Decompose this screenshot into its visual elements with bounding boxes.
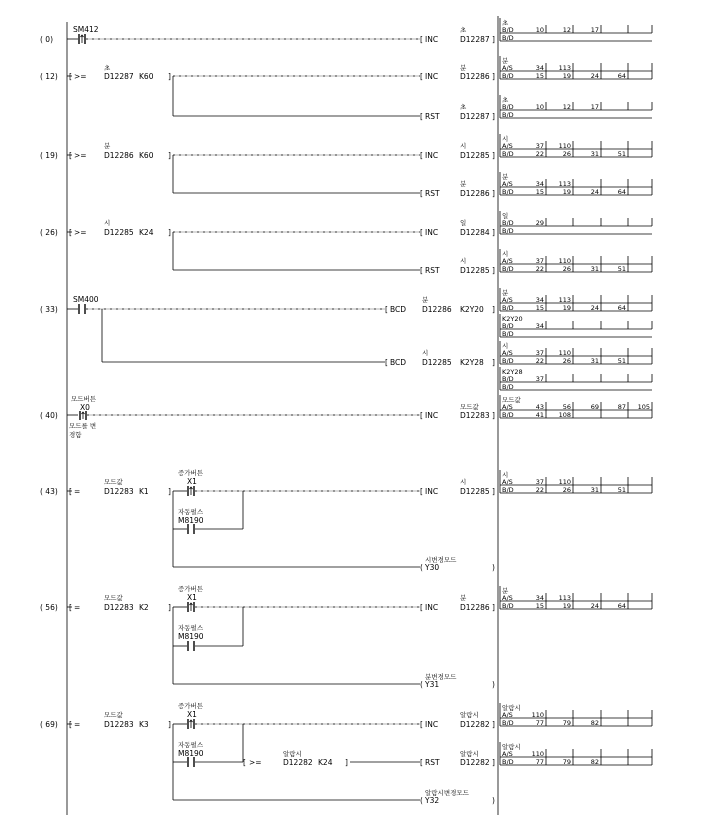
compare-op: >= (74, 151, 87, 160)
monitor-row-label: B/D (502, 304, 514, 312)
instr-inc: INC (425, 487, 439, 496)
svg-text:[: [ (385, 358, 388, 367)
svg-text:): ) (492, 680, 495, 689)
monitor-value: 69 (590, 403, 599, 411)
device-label: M8190 (178, 516, 204, 525)
svg-text:[: [ (420, 603, 423, 612)
device-label: X1 (187, 477, 197, 486)
contact-note: 모드를 변 (69, 422, 97, 430)
monitor-value: 56 (562, 403, 571, 411)
svg-text:[: [ (420, 112, 423, 121)
device-comment: 증가버튼 (178, 702, 204, 710)
monitor-row-label: A/S (502, 403, 513, 411)
device-comment: 시 (460, 257, 467, 265)
monitor-title: K2Y20 (502, 315, 523, 323)
constant-label: K24 (139, 228, 154, 237)
compare-op: >= (74, 228, 87, 237)
device-comment: 초 (460, 103, 467, 111)
monitor-value: 87 (617, 403, 626, 411)
device-label: D12287 (104, 72, 134, 81)
monitor-row-label: B/D (502, 357, 514, 365)
monitor-value: 51 (617, 265, 626, 273)
device-comment: 모드버튼 (71, 395, 97, 403)
monitor-row-label: B/D (502, 486, 514, 494)
svg-text:]: ] (492, 411, 495, 420)
svg-text:): ) (492, 563, 495, 572)
constant-label: K60 (139, 72, 154, 81)
device-label: D12285 (460, 151, 490, 160)
monitor-title: 초 (502, 19, 509, 27)
monitor-value: 82 (590, 719, 599, 727)
coil-bracket: ( (420, 680, 423, 689)
monitor-value: 34 (535, 322, 544, 330)
device-comment: 시 (460, 478, 467, 486)
compare-op: = (74, 720, 81, 729)
contact-x0-pulse[interactable] (80, 411, 86, 420)
svg-text:[: [ (420, 72, 423, 81)
instr-bracket: [ (420, 35, 423, 44)
svg-text:[: [ (420, 411, 423, 420)
contact-m8190[interactable] (188, 641, 194, 651)
compare-op: = (74, 487, 81, 496)
device-label: D12286 (422, 305, 452, 314)
device-comment: 분 (460, 180, 467, 188)
coil-label: Y32 (425, 796, 440, 805)
device-comment: 알람시 (460, 750, 479, 758)
coil-bracket: ( (420, 563, 423, 572)
svg-text:]: ] (492, 189, 495, 198)
device-label: D12285 (460, 487, 490, 496)
device-comment: 증가버튼 (178, 469, 204, 477)
device-label: X0 (80, 403, 90, 412)
coil-bracket: ( (420, 796, 423, 805)
rung-43 (67, 468, 495, 572)
svg-text:]: ] (492, 603, 495, 612)
monitor-value: 34 (535, 64, 544, 72)
monitor-value: 37 (535, 478, 544, 486)
rung-33 (67, 295, 495, 367)
monitor-value: 110 (531, 711, 544, 719)
monitor-row-label: A/S (502, 64, 513, 72)
monitor-value: 19 (562, 72, 571, 80)
monitor-value: 26 (562, 357, 571, 365)
step-number: ( 56) (40, 603, 58, 612)
device-label: M8190 (178, 749, 204, 758)
instr-inc: INC (425, 228, 439, 237)
monitor-value: 51 (617, 357, 626, 365)
monitor-value: 41 (535, 411, 544, 419)
monitor-value: 110 (531, 750, 544, 758)
rung-40 (67, 394, 495, 439)
step-number: ( 19) (40, 151, 58, 160)
monitor-row-label: A/S (502, 594, 513, 602)
svg-text:[: [ (69, 151, 72, 160)
instr-inc: INC (425, 411, 439, 420)
monitor-value: 110 (558, 257, 571, 265)
device-label: D12287 (460, 35, 490, 44)
monitor-title: 분 (502, 173, 509, 181)
device-label: D12283 (104, 603, 134, 612)
monitor-value: 64 (617, 72, 626, 80)
monitor-row-label: B/D (502, 322, 514, 330)
monitor-title: 시 (502, 342, 509, 350)
monitor-row-label: B/D (502, 602, 514, 610)
monitor-value: 64 (617, 188, 626, 196)
monitor-row-label: B/D (502, 26, 514, 34)
device-comment: 모드값 (104, 711, 123, 719)
device-comment: 시변경모드 (425, 556, 457, 564)
monitor-value: 79 (562, 719, 571, 727)
monitor-value: 15 (535, 304, 544, 312)
monitor-value: 113 (558, 64, 571, 72)
svg-text:]: ] (492, 720, 495, 729)
device-comment: 알람시 (460, 711, 479, 719)
svg-text:]: ] (168, 72, 171, 81)
monitor-value: 22 (535, 357, 544, 365)
coil-label: Y30 (425, 563, 440, 572)
monitor-title: 분 (502, 289, 509, 297)
compare-op: >= (74, 72, 87, 81)
device-comment: 분 (460, 594, 467, 602)
rung-69 (67, 701, 495, 805)
monitor-value: 26 (562, 150, 571, 158)
instr-bcd: BCD (390, 358, 407, 367)
monitor-row-label: A/S (502, 257, 513, 265)
monitor-row-label: B/D (502, 72, 514, 80)
monitor-value: 29 (535, 219, 544, 227)
monitor-value: 110 (558, 349, 571, 357)
device-label: D12283 (104, 487, 134, 496)
svg-text:[: [ (243, 758, 246, 767)
device-comment: 자동펄스 (178, 624, 204, 632)
svg-text:]: ] (492, 228, 495, 237)
rung-56 (67, 584, 495, 689)
device-label: D12285 (460, 266, 490, 275)
step-number: ( 0) (40, 35, 54, 44)
monitor-value: 31 (590, 265, 599, 273)
step-number: ( 69) (40, 720, 58, 729)
svg-text:[: [ (420, 189, 423, 198)
monitor-value: 17 (590, 26, 599, 34)
monitor-value: 26 (562, 486, 571, 494)
monitor-value: 12 (562, 103, 571, 111)
device-label: SM412 (73, 25, 99, 34)
monitor-value: 37 (535, 375, 544, 383)
monitor-value: 26 (562, 265, 571, 273)
svg-text:[: [ (420, 487, 423, 496)
compare-op: >= (249, 758, 262, 767)
contact-x1-pulse[interactable] (188, 602, 194, 612)
device-label: X1 (187, 593, 197, 602)
monitor-value: 34 (535, 594, 544, 602)
device-comment: 모드값 (104, 478, 123, 486)
monitor-value: 43 (535, 403, 544, 411)
instr-rst: RST (425, 758, 440, 767)
monitor-value: 77 (535, 719, 544, 727)
monitor-row-label: A/S (502, 142, 513, 150)
monitor-value: 113 (558, 180, 571, 188)
constant-label: K3 (139, 720, 149, 729)
monitor-row-label: A/S (502, 711, 513, 719)
monitor-value: 31 (590, 150, 599, 158)
instr-bcd: BCD (390, 305, 407, 314)
monitor-value: 17 (590, 103, 599, 111)
instr-inc: INC (425, 72, 439, 81)
rung-26 (67, 218, 495, 275)
device-label: M8190 (178, 632, 204, 641)
device-label: K2Y20 (460, 305, 484, 314)
device-comment: 시 (104, 219, 111, 227)
monitor-value: 51 (617, 486, 626, 494)
monitor-value: 77 (535, 758, 544, 766)
svg-text:]: ] (492, 72, 495, 81)
svg-text:]: ] (345, 758, 348, 767)
monitor-value: 113 (558, 296, 571, 304)
monitor-title: 모드값 (502, 396, 521, 404)
monitor-row-label: B/D (502, 219, 514, 227)
monitor-value: 110 (558, 142, 571, 150)
device-comment: 알람시변경모드 (425, 789, 469, 797)
monitor-value: 15 (535, 602, 544, 610)
svg-text:]: ] (168, 487, 171, 496)
monitor-title: 분 (502, 57, 509, 65)
monitor-value: 64 (617, 602, 626, 610)
svg-text:]: ] (492, 151, 495, 160)
svg-text:[: [ (420, 228, 423, 237)
monitor-value: 34 (535, 296, 544, 304)
device-label: K2Y28 (460, 358, 484, 367)
contact-m8190[interactable] (188, 524, 194, 534)
svg-text:[: [ (69, 228, 72, 237)
coil-label: Y31 (425, 680, 440, 689)
svg-text:]: ] (492, 305, 495, 314)
contact-sm400[interactable] (79, 304, 85, 314)
device-comment: 모드값 (460, 403, 479, 411)
monitor-title: 분 (502, 587, 509, 595)
contact-x1-pulse[interactable] (188, 486, 194, 496)
device-label: D12283 (104, 720, 134, 729)
device-label: D12287 (460, 112, 490, 121)
compare-instr: [ (69, 72, 72, 81)
monitor-panels (500, 18, 652, 766)
monitor-value: 105 (637, 403, 650, 411)
svg-text:[: [ (69, 487, 72, 496)
monitor-row-label: B/D (502, 330, 514, 338)
svg-text:[: [ (69, 720, 72, 729)
monitor-value: 24 (590, 602, 599, 610)
svg-text:]: ] (168, 720, 171, 729)
device-comment: 증가버튼 (178, 585, 204, 593)
monitor-row-label: B/D (502, 265, 514, 273)
monitor-value: 31 (590, 357, 599, 365)
device-label: D12283 (460, 411, 490, 420)
monitor-row-label: B/D (502, 150, 514, 158)
monitor-row-label: A/S (502, 750, 513, 758)
svg-text:]: ] (492, 758, 495, 767)
device-label: D12286 (460, 603, 490, 612)
compare-op: = (74, 603, 81, 612)
monitor-title: K2Y28 (502, 368, 523, 376)
monitor-value: 82 (590, 758, 599, 766)
device-comment: 알람시 (283, 750, 302, 758)
svg-text:[: [ (420, 758, 423, 767)
monitor-value: 24 (590, 188, 599, 196)
instr-rst: RST (425, 189, 440, 198)
monitor-row-label: B/D (502, 383, 514, 391)
monitor-value: 51 (617, 150, 626, 158)
monitor-value: 22 (535, 265, 544, 273)
device-comment: 분 (422, 296, 429, 304)
device-comment: 일 (460, 219, 467, 227)
svg-text:]: ] (492, 358, 495, 367)
monitor-row-label: B/D (502, 758, 514, 766)
constant-label: K60 (139, 151, 154, 160)
monitor-value: 31 (590, 486, 599, 494)
constant-label: K1 (139, 487, 149, 496)
svg-text:]: ] (492, 35, 495, 44)
svg-text:]: ] (168, 228, 171, 237)
monitor-value: 10 (535, 103, 544, 111)
monitor-value: 34 (535, 180, 544, 188)
monitor-value: 19 (562, 188, 571, 196)
device-label: D12284 (460, 228, 490, 237)
monitor-value: 10 (535, 26, 544, 34)
monitor-value: 37 (535, 142, 544, 150)
instr-rst: RST (425, 112, 440, 121)
device-comment: 모드값 (104, 594, 123, 602)
monitor-value: 15 (535, 188, 544, 196)
device-label: D12286 (460, 189, 490, 198)
instr-inc: INC (425, 151, 439, 160)
constant-label: K2 (139, 603, 149, 612)
device-comment: 분 (104, 142, 111, 150)
monitor-title: 시 (502, 135, 509, 143)
monitor-row-label: B/D (502, 188, 514, 196)
svg-text:]: ] (492, 487, 495, 496)
monitor-value: 24 (590, 72, 599, 80)
rung-12 (67, 63, 495, 121)
svg-text:]: ] (168, 603, 171, 612)
monitor-row-label: B/D (502, 103, 514, 111)
monitor-row-label: B/D (502, 411, 514, 419)
monitor-row-label: A/S (502, 349, 513, 357)
monitor-value: 22 (535, 486, 544, 494)
monitor-value: 22 (535, 150, 544, 158)
rung-19 (67, 141, 495, 198)
svg-text:[: [ (420, 720, 423, 729)
step-number: ( 12) (40, 72, 58, 81)
monitor-row-label: A/S (502, 180, 513, 188)
device-comment: 시 (422, 349, 429, 357)
svg-text:]: ] (492, 266, 495, 275)
monitor-title: 알람시 (502, 704, 521, 712)
device-comment: 자동펄스 (178, 508, 204, 516)
monitor-row-label: B/D (502, 719, 514, 727)
device-label: D12286 (460, 72, 490, 81)
step-number: ( 26) (40, 228, 58, 237)
svg-text:[: [ (385, 305, 388, 314)
monitor-value: 64 (617, 304, 626, 312)
monitor-title: 초 (502, 96, 509, 104)
monitor-row-label: A/S (502, 296, 513, 304)
contact-x1-pulse[interactable] (188, 719, 194, 729)
device-label: D12282 (460, 758, 490, 767)
device-label: D12286 (104, 151, 134, 160)
instr-inc: INC (425, 35, 439, 44)
monitor-value: 12 (562, 26, 571, 34)
monitor-value: 37 (535, 349, 544, 357)
device-label: D12285 (104, 228, 134, 237)
monitor-value: 24 (590, 304, 599, 312)
svg-text:]: ] (168, 151, 171, 160)
monitor-value: 19 (562, 602, 571, 610)
device-comment: 분변경모드 (425, 673, 457, 681)
device-comment: 초 (460, 26, 467, 34)
monitor-value: 15 (535, 72, 544, 80)
svg-text:[: [ (69, 603, 72, 612)
monitor-title: 시 (502, 471, 509, 479)
contact-note: 경함 (69, 431, 82, 439)
monitor-value: 79 (562, 758, 571, 766)
monitor-row-label: B/D (502, 227, 514, 235)
device-label: D12282 (460, 720, 490, 729)
svg-text:[: [ (420, 151, 423, 160)
contact-m8190[interactable] (188, 757, 194, 767)
contact-sm412-pulse[interactable] (79, 34, 85, 44)
monitor-value: 113 (558, 594, 571, 602)
monitor-title: 알람시 (502, 743, 521, 751)
device-comment: 분 (460, 64, 467, 72)
instr-rst: RST (425, 266, 440, 275)
device-label: D12285 (422, 358, 452, 367)
device-label: X1 (187, 710, 197, 719)
svg-text:]: ] (492, 112, 495, 121)
monitor-row-label: B/D (502, 34, 514, 42)
monitor-title: 일 (502, 212, 509, 220)
instr-inc: INC (425, 720, 439, 729)
step-number: ( 40) (40, 411, 58, 420)
device-comment: 시 (460, 142, 467, 150)
device-label: D12282 (283, 758, 313, 767)
monitor-value: 108 (558, 411, 571, 419)
device-comment: 초 (104, 64, 111, 72)
monitor-value: 19 (562, 304, 571, 312)
svg-text:): ) (492, 796, 495, 805)
svg-text:[: [ (420, 266, 423, 275)
rung-0 (67, 25, 495, 44)
monitor-row-label: A/S (502, 478, 513, 486)
step-number: ( 43) (40, 487, 58, 496)
monitor-value: 37 (535, 257, 544, 265)
monitor-row-label: B/D (502, 375, 514, 383)
device-label: SM400 (73, 295, 99, 304)
monitor-title: 시 (502, 250, 509, 258)
step-number: ( 33) (40, 305, 58, 314)
constant-label: K24 (318, 758, 333, 767)
instr-inc: INC (425, 603, 439, 612)
monitor-row-label: B/D (502, 111, 514, 119)
monitor-value: 110 (558, 478, 571, 486)
device-comment: 자동펄스 (178, 741, 204, 749)
